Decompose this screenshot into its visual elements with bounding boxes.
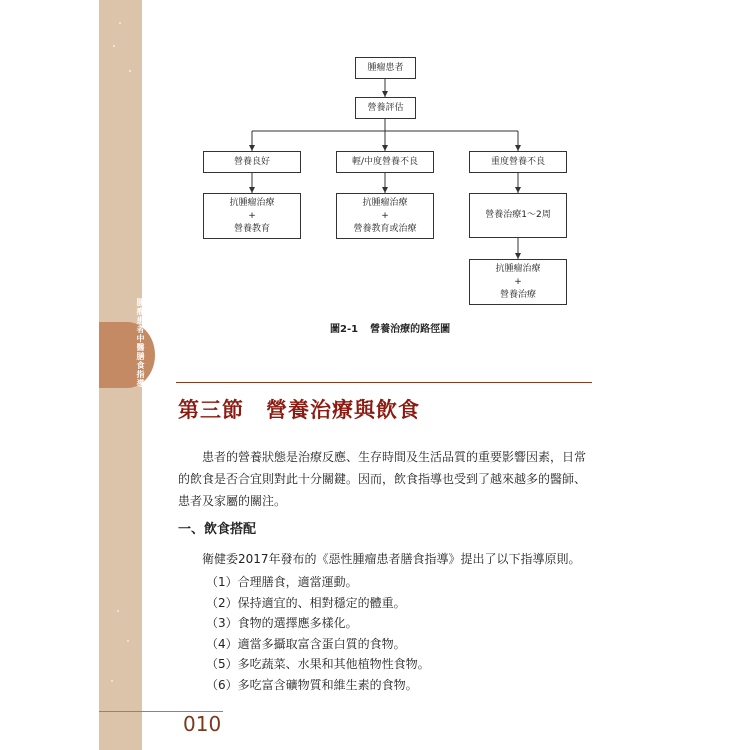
list-item: （2）保持適宜的、相對穩定的體重。 xyxy=(206,595,406,610)
list-item: （5）多吃蔬菜、水果和其他植物性食物。 xyxy=(206,657,430,671)
page-number: 010 xyxy=(183,712,222,736)
node-good xyxy=(203,151,301,173)
list-item: （6）多吃富含礦物質和維生素的食物。 xyxy=(206,677,418,692)
node-severe-plan xyxy=(469,193,567,238)
node-assessment-label: 營養評估 xyxy=(367,102,404,113)
running-title: 腫瘤患者中醫膳食指導 xyxy=(136,298,146,388)
list-item: （1）合理膳食，適當運動。 xyxy=(206,575,358,589)
severe-next-line2: 營養治療 xyxy=(499,289,536,300)
section-heading: 營養治療與飲食 xyxy=(266,397,420,422)
node-good-label: 營養良好 xyxy=(233,156,270,167)
good-plan-line1: 抗腫瘤治療 xyxy=(229,197,275,208)
severe-plan-label: 營養治療1～2周 xyxy=(485,210,551,220)
node-mild-plan xyxy=(336,193,434,239)
node-assessment xyxy=(355,97,416,119)
good-plan-line2: 營養教育 xyxy=(233,223,270,234)
section-divider xyxy=(176,382,592,383)
node-good-plan xyxy=(203,193,301,239)
list-item: （3）食物的選擇應多樣化。 xyxy=(206,616,358,630)
node-root xyxy=(355,57,416,79)
figure-caption-text: 營養治療的路徑圖 xyxy=(370,324,451,335)
guideline-list xyxy=(206,572,430,695)
section-number: 第三節 xyxy=(178,397,244,422)
mild-plan-line2: 營養教育或治療 xyxy=(353,223,417,234)
body-paragraph: 患者的營養狀態是治療反應、生存時間及生活品質的重要影響因素，日常的飲食是否合宜則對此十分關鍵。因而，飲食指導也受到了越來越多的醫師、患者及家屬的關注。 xyxy=(178,450,587,508)
figure-caption xyxy=(330,320,462,335)
node-severe xyxy=(469,151,567,173)
mild-plan-plus: + xyxy=(381,210,389,221)
node-severe-label: 重度營養不良 xyxy=(490,156,545,167)
node-root-label: 腫瘤患者 xyxy=(367,62,404,73)
flowchart xyxy=(0,0,750,340)
node-mild-label: 輕/中度營養不良 xyxy=(351,156,419,167)
figure-number: 圖2-1 xyxy=(330,324,359,335)
severe-next-plus: + xyxy=(514,276,522,287)
mild-plan-line1: 抗腫瘤治療 xyxy=(362,197,408,208)
subheading: 一、飲食搭配 xyxy=(178,522,257,537)
list-item: （4）適當多攝取富含蛋白質的食物。 xyxy=(206,636,406,651)
node-severe-next xyxy=(469,259,567,305)
good-plan-plus: + xyxy=(248,210,256,221)
node-mild xyxy=(336,151,434,173)
guideline-intro: 衛健委2017年發布的《惡性腫瘤患者膳食指導》提出了以下指導原則。 xyxy=(202,552,581,566)
severe-next-line1: 抗腫瘤治療 xyxy=(495,263,541,274)
section-title xyxy=(178,394,420,424)
